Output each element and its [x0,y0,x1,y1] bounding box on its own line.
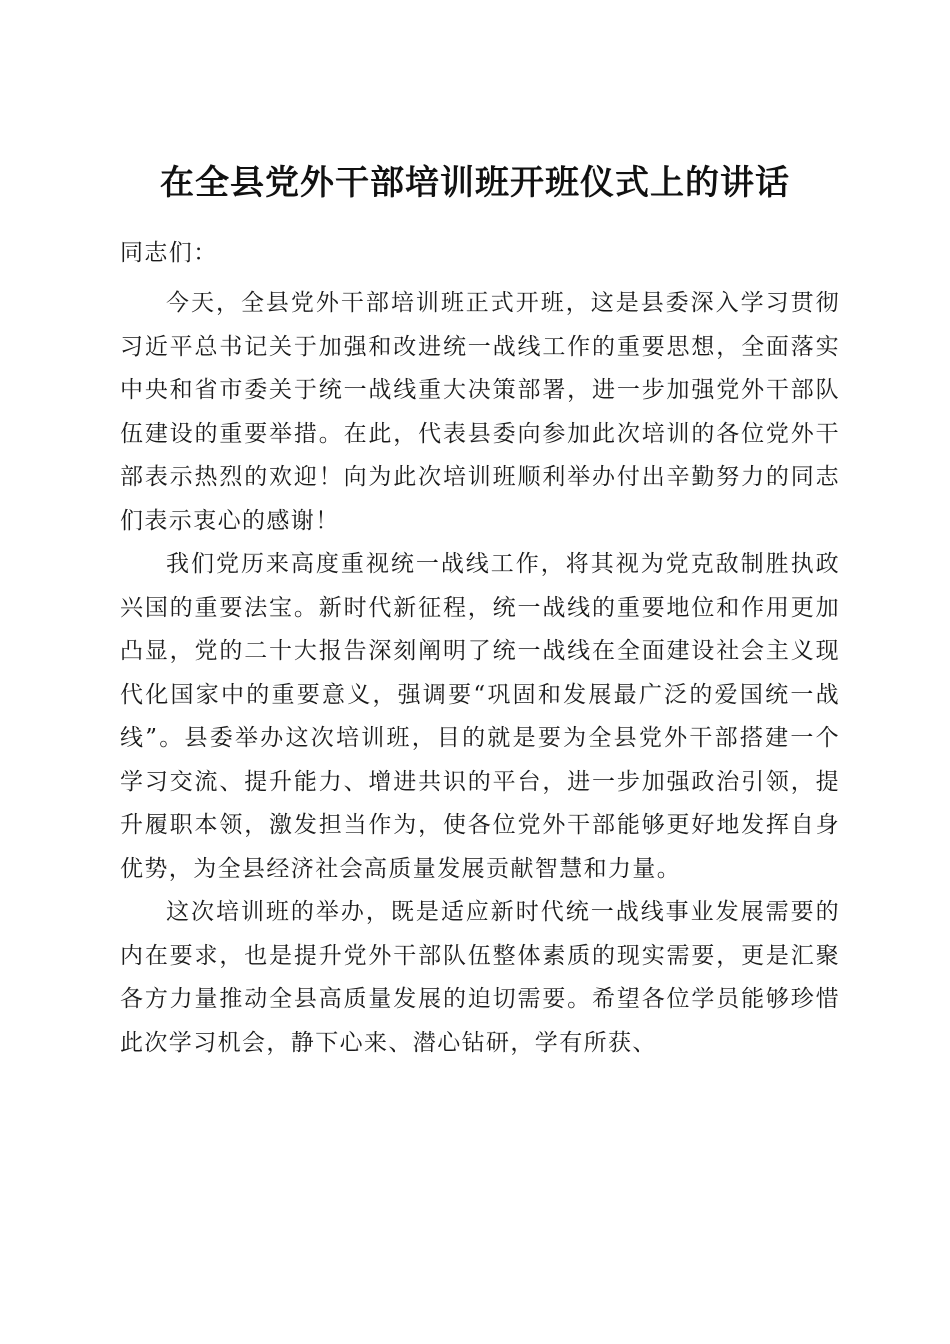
document-title: 在全县党外干部培训班开班仪式上的讲话 [160,162,790,203]
paragraph-2: 我们党历来高度重视统一战线工作，将其视为党克敌制胜执政兴国的重要法宝。新时代新征程，统一战线的重要地位和作用更加凸显，党的二十大报告深刻阐明了统一战线在全面建设社会主义现代化国家中的重要意义，强调要“巩固和发展最广泛的爱国统一战线”。县委举办这次培训班，目的就是要为全县党外干部搭建一个学习交流、提升能力、增进共识的平台，进一步加强政治引领，提升履职本领，激发担当作为，使各位党外干部能够更好地发挥自身优势，为全县经济社会高质量发展贡献智慧和力量。 [120,551,840,882]
document-body [120,232,840,1065]
paragraph-1: 今天，全县党外干部培训班正式开班，这是县委深入学习贯彻习近平总书记关于加强和改进统一战线工作的重要思想，全面落实中央和省市委关于统一战线重大决策部署，进一步加强党外干部队伍建设的重要举措。在此，代表县委向参加此次培训的各位党外干部表示热烈的欢迎！向为此次培训班顺利举办付出辛勤努力的同志们表示衷心的感谢！ [120,290,840,534]
paragraph-3: 这次培训班的举办，既是适应新时代统一战线事业发展需要的内在要求，也是提升党外干部队伍整体素质的现实需要，更是汇聚各方力量推动全县高质量发展的迫切需要。希望各位学员能够珍惜此次学习机会，静下心来、潜心钻研，学有所获、 [120,899,840,1056]
salutation: 同志们： [120,240,218,266]
